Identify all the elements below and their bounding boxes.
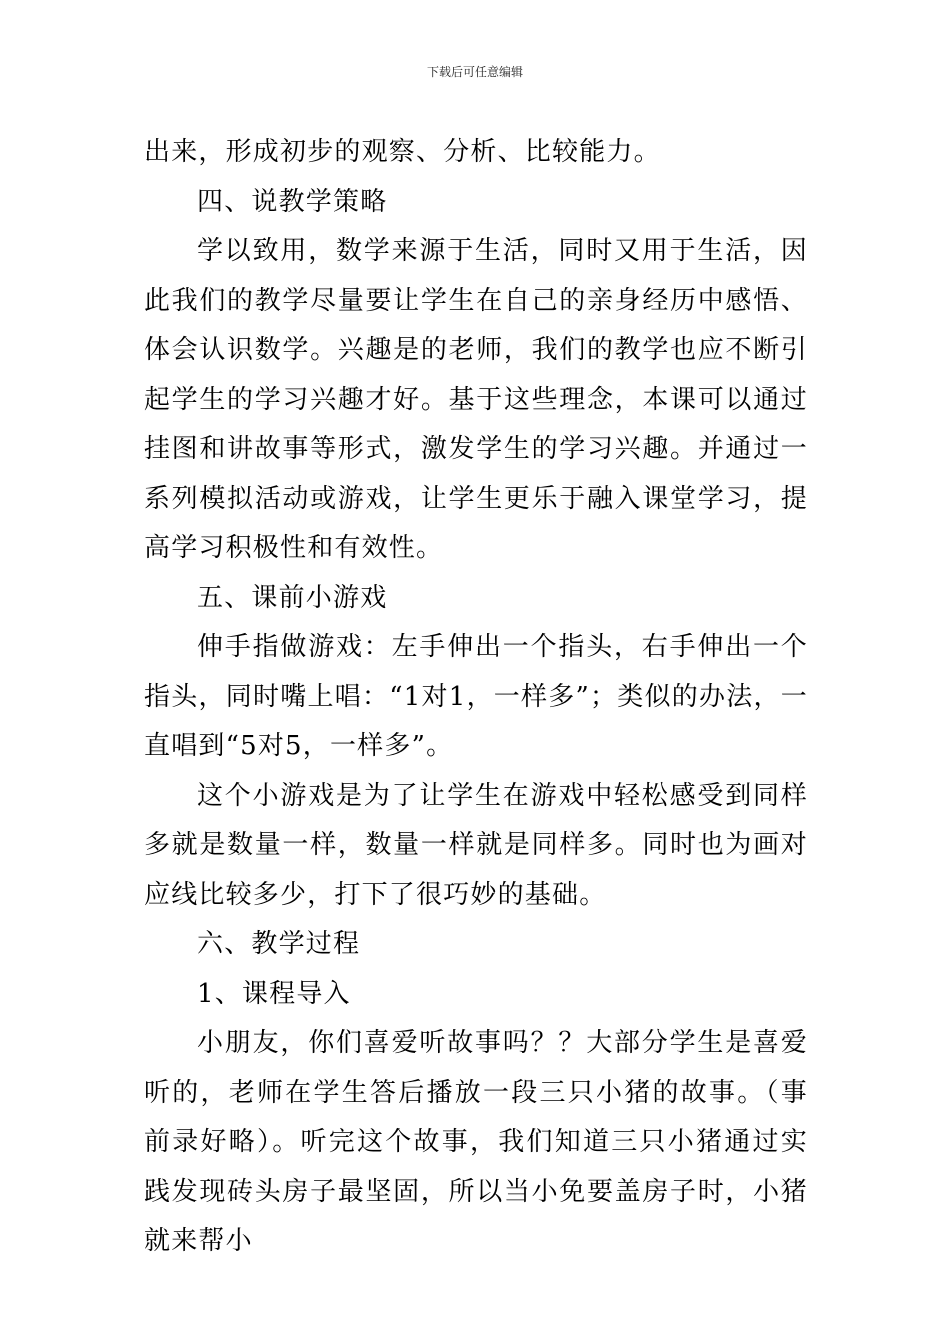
paragraph-finger-game: 伸手指做游戏：左手伸出一个指头，右手伸出一个指头，同时嘴上唱：“1对1，一样多”；类似的办法，一直唱到“5对5，一样多”。	[144, 632, 808, 761]
section-heading-teaching-strategy: 四、说教学策略	[197, 186, 388, 217]
paragraph-game-purpose: 这个小游戏是为了让学生在游戏中轻松感受到同样多就是数量一样，数量一样就是同样多。同时也为画对应线比较多少，打下了很巧妙的基础。	[144, 780, 808, 910]
subheading-course-introduction: 1、课程导入	[197, 978, 351, 1009]
section-heading-teaching-process: 六、教学过程	[197, 929, 361, 959]
section-heading-pre-class-game: 五、课前小游戏	[197, 582, 388, 613]
document-body	[144, 128, 808, 1267]
paragraph-teaching-strategy: 学以致用，数学来源于生活，同时又用于生活，因此我们的教学尽量要让学生在自己的亲身经历中感悟、体会认识数学。兴趣是的老师，我们的教学也应不断引起学生的学习兴趣才好。基于这些理念，本课可以通过挂图和讲故事等形式，激发学生的学习兴趣。并通过一系列模拟活动或游戏，让学生更乐于融入课堂学习，提高学习积极性和有效性。	[144, 236, 808, 563]
page-header-note: 下载后可任意编辑	[426, 65, 523, 79]
paragraph-continuation: 出来，形成初步的观察、分析、比较能力。	[144, 137, 661, 167]
paragraph-story-introduction: 小朋友，你们喜爱听故事吗？？大部分学生是喜爱听的，老师在学生答后播放一段三只小猪的故事。（事前录好略）。听完这个故事，我们知道三只小猪通过实践发现砖头房子最坚固，所以当小免要盖房子时，小猪就来帮小	[144, 1028, 808, 1256]
